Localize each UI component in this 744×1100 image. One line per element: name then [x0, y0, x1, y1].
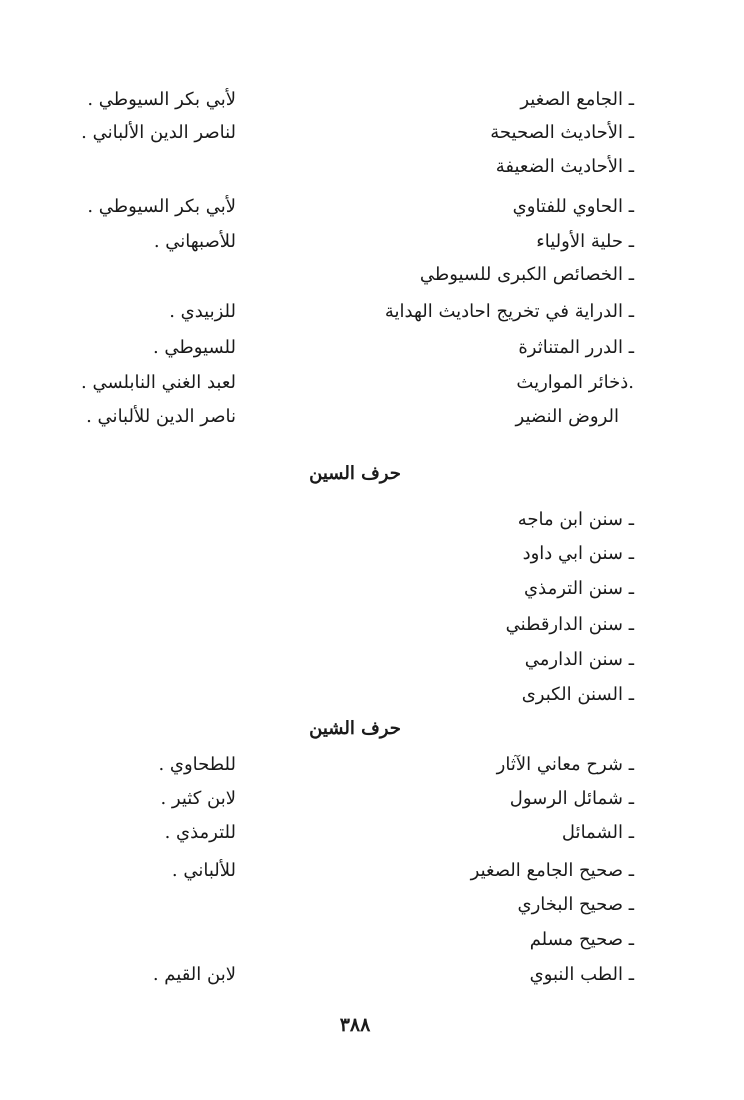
book-title: ـ صحيح الجامع الصغير: [470, 860, 634, 881]
list-item: [0, 118, 744, 148]
list-item: [0, 227, 744, 257]
book-title: ـ الشمائل: [561, 822, 634, 843]
list-item: [0, 85, 744, 115]
book-author: للسيوطي .: [152, 337, 236, 358]
list-item: [0, 610, 744, 640]
list-item: [0, 333, 744, 363]
list-item: [0, 574, 744, 604]
book-author: لناصر الدين الألباني .: [81, 122, 236, 143]
section-heading: حرف الشين: [309, 718, 401, 739]
book-title: ـ سنن الترمذي: [524, 578, 634, 599]
book-title: ـ الخصائص الكبرى للسيوطي: [419, 264, 634, 285]
list-item: [0, 680, 744, 710]
book-title: ـ شرح معاني الآثار: [496, 754, 634, 775]
list-item: [0, 784, 744, 814]
book-author: لأبي بكر السيوطي .: [87, 89, 236, 110]
list-item: [0, 539, 744, 569]
list-item: [0, 856, 744, 886]
book-title: ـ صحيح مسلم: [529, 929, 634, 950]
book-title: ـ سنن ابي داود: [522, 543, 634, 564]
list-item: [0, 505, 744, 535]
list-item: [0, 750, 744, 780]
book-title: ـ الأحاديث الصحيحة: [490, 122, 634, 143]
section-heading: حرف السين: [309, 463, 401, 484]
book-title: ـ الأحاديث الضعيفة: [495, 156, 634, 177]
book-title: ـ شمائل الرسول: [509, 788, 634, 809]
book-title: ـ حلية الأولياء: [536, 231, 634, 252]
book-title: ـ الدراية في تخريج احاديث الهداية: [384, 301, 634, 322]
book-author: للزبيدي .: [169, 301, 236, 322]
list-item: [0, 368, 744, 398]
book-title: الروض النضير: [515, 406, 619, 427]
list-item: [0, 925, 744, 955]
book-author: لأبي بكر السيوطي .: [87, 196, 236, 217]
page-number: ٣٨٨: [339, 1014, 371, 1036]
book-author: للأصبهاني .: [153, 231, 236, 252]
book-title: ـ صحيح البخاري: [517, 894, 634, 915]
book-author: للترمذي .: [164, 822, 236, 843]
book-author: لابن القيم .: [152, 964, 236, 985]
book-title: ـ السنن الكبرى: [521, 684, 634, 705]
list-item: [0, 192, 744, 222]
book-author: للطحاوي .: [158, 754, 236, 775]
book-title: ـ الطب النبوي: [529, 964, 634, 985]
book-title: ـ سنن الدارمي: [524, 649, 634, 670]
list-item: [0, 960, 744, 990]
book-author: لابن كثير .: [160, 788, 236, 809]
book-author: لعبد الغني النابلسي .: [81, 372, 236, 393]
book-title: ـ الدرر المتناثرة: [518, 337, 634, 358]
book-title: ـ سنن ابن ماجه: [517, 509, 634, 530]
book-title: .ذخائر المواريث: [516, 372, 634, 393]
list-item: [0, 260, 744, 290]
list-item: [0, 297, 744, 327]
list-item: [0, 152, 744, 182]
list-item: [0, 402, 744, 432]
list-item: [0, 645, 744, 675]
book-author: ناصر الدين للألباني .: [86, 406, 236, 427]
book-title: ـ الحاوي للفتاوي: [512, 196, 634, 217]
list-item: [0, 890, 744, 920]
book-title: ـ سنن الدارقطني: [505, 614, 634, 635]
list-item: [0, 818, 744, 848]
book-title: ـ الجامع الصغير: [520, 89, 634, 110]
book-author: للألباني .: [171, 860, 236, 881]
